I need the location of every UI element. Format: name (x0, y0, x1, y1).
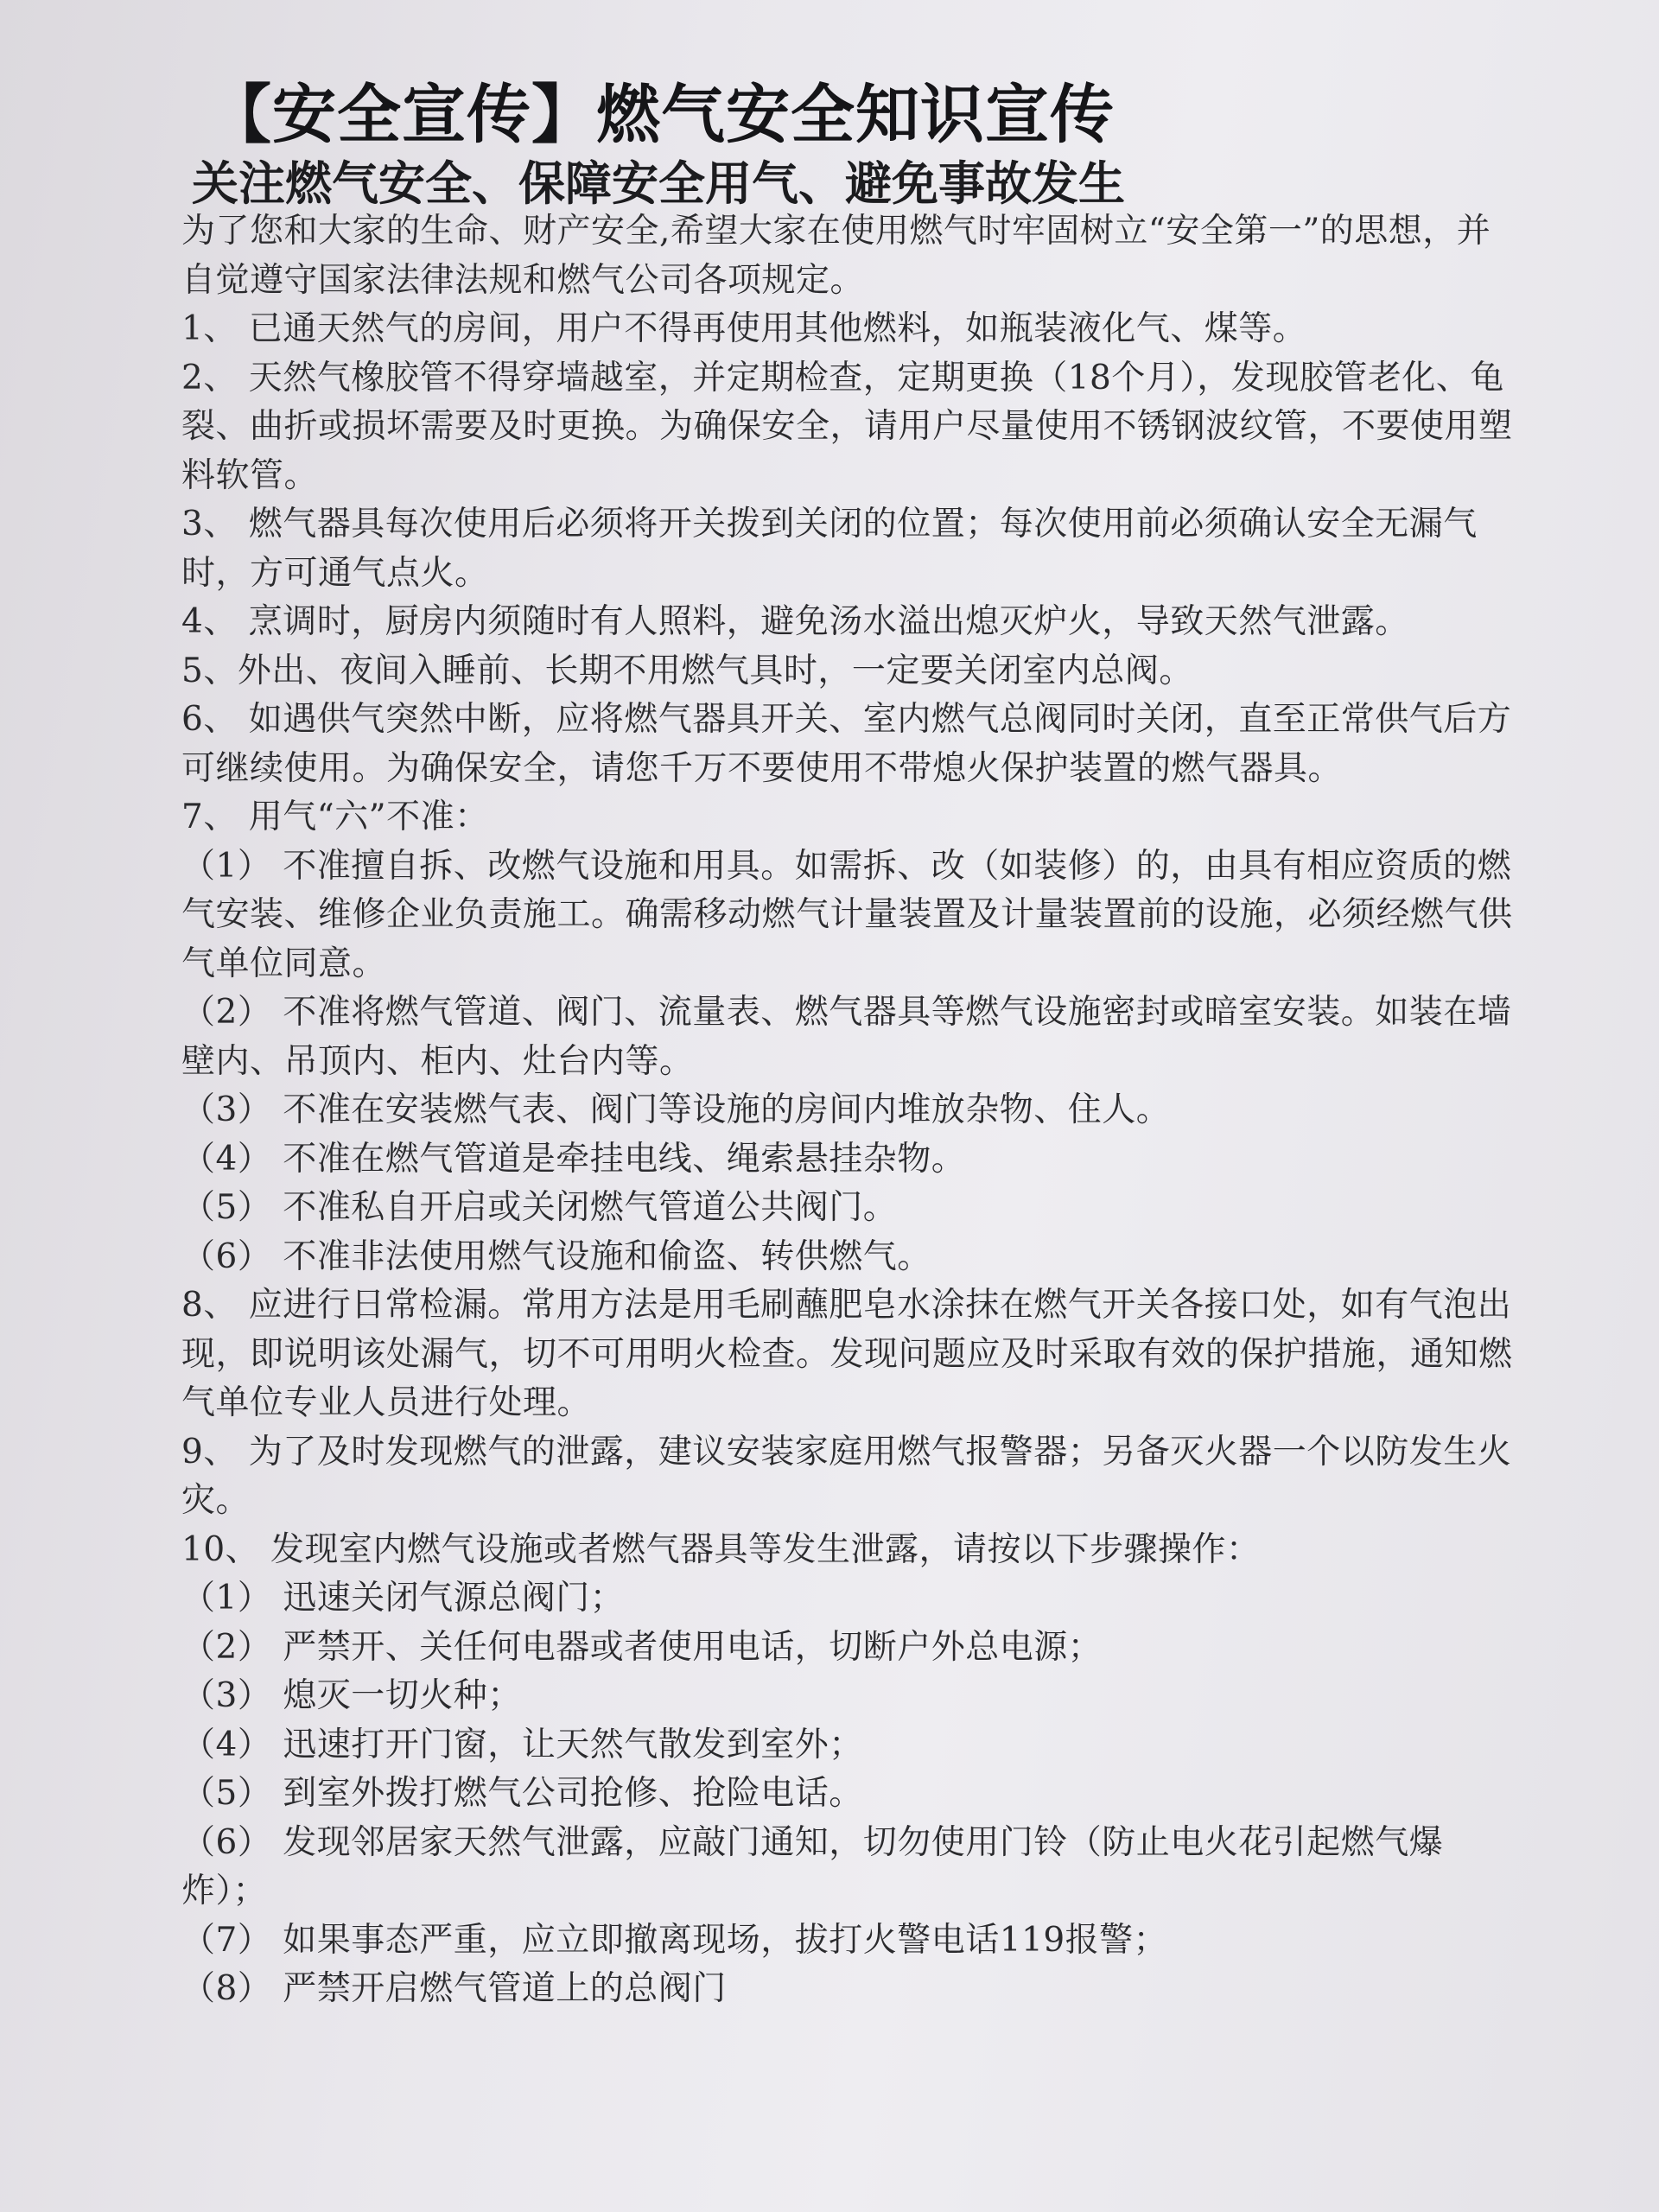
list-item-1: 1、 已通天然气的房间，用户不得再使用其他燃料，如瓶装液化气、煤等。 (181, 309, 1307, 348)
step-item-1: （1） 迅速关闭气源总阀门； (181, 1579, 625, 1618)
rule-item-1: （1） 不准擅自拆、改燃气设施和用具。如需拆、改（如装修）的，由具有相应资质的燃气安装、维修企业负责施工。确需移动燃气计量装置及计量装置前的设施，必须经燃气供气单位同意。 (181, 846, 1513, 983)
list-item-6: 6、 如遇供气突然中断，应将燃气器具开关、室内燃气总阀同时关闭，直至正常供气后方可继续使用。为确保安全，请您千万不要使用不带熄火保护装置的燃气器具。 (181, 700, 1512, 788)
step-item-5: （5） 到室外拨打燃气公司抢修、抢险电话。 (181, 1774, 863, 1813)
rule-item-6: （6） 不准非法使用燃气设施和偷盗、转供燃气。 (181, 1236, 931, 1276)
document-subtitle: 关注燃气安全、保障安全用气、避免事故发生 (192, 156, 1125, 211)
list-item-5: 5、外出、夜间入睡前、长期不用燃气具时，一定要关闭室内总阀。 (181, 651, 1193, 690)
list-item-3: 3、 燃气器具每次使用后必须将开关拨到关闭的位置；每次使用前必须确认安全无漏气时，方可通气点火。 (181, 505, 1478, 593)
rule-item-2: （2） 不准将燃气管道、阀门、流量表、燃气器具等燃气设施密封或暗室安装。如装在墙壁内、吊顶内、柜内、灶台内等。 (181, 993, 1512, 1081)
step-item-8: （8） 严禁开启燃气管道上的总阀门 (181, 1969, 727, 2008)
list-item-4: 4、 烹调时，厨房内须随时有人照料，避免汤水溢出熄灭炉火，导致天然气泄露。 (181, 602, 1409, 641)
list-item-2: 2、 天然气橡胶管不得穿墙越室，并定期检查，定期更换（18个月），发现胶管老化、龟裂、曲折或损坏需要及时更换。为确保安全，请用户尽量使用不锈钢波纹管，不要使用塑料软管。 (181, 358, 1513, 495)
list-item-8: 8、 应进行日常检漏。常用方法是用毛刷蘸肥皂水涂抹在燃气开关各接口处，如有气泡出现，即说明该处漏气，切不可用明火检查。发现问题应及时采取有效的保护措施，通知燃气单位专业人员进行处理。 (181, 1286, 1513, 1422)
rule-item-5: （5） 不准私自开启或关闭燃气管道公共阀门。 (181, 1188, 898, 1227)
step-item-2: （2） 严禁开、关任何电器或者使用电话，切断户外总电源； (181, 1627, 1103, 1667)
list-item-7: 7、 用气“六”不准： (181, 798, 489, 836)
intro-paragraph: 为了您和大家的生命、财产安全,希望大家在使用燃气时牢固树立“安全第一”的思想，并自觉遵守国家法律法规和燃气公司各项规定。 (181, 212, 1491, 300)
list-item-9: 9、 为了及时发现燃气的泄露，建议安装家庭用燃气报警器；另备灭火器一个以防发生火灾。 (181, 1432, 1512, 1520)
step-item-7: （7） 如果事态严重，应立即撤离现场，拔打火警电话119报警； (181, 1920, 1168, 1960)
rule-item-4: （4） 不准在燃气管道是牵挂电线、绳索悬挂杂物。 (181, 1139, 966, 1179)
rule-item-3: （3） 不准在安装燃气表、阀门等设施的房间内堆放杂物、住人。 (181, 1090, 1171, 1129)
list-item-10: 10、 发现室内燃气设施或者燃气器具等发生泄露，请按以下步骤操作： (181, 1529, 1261, 1569)
step-item-6: （6） 发现邻居家天然气泄露，应敲门通知，切勿使用门铃（防止电火花引起燃气爆炸）； (181, 1822, 1444, 1910)
step-item-3: （3） 熄灭一切火种； (181, 1676, 522, 1715)
step-item-4: （4） 迅速打开门窗，让天然气散发到室外； (181, 1725, 863, 1764)
document-body (181, 207, 1521, 2014)
document-title: 【安全宣传】燃气安全知识宣传 (207, 78, 1115, 152)
